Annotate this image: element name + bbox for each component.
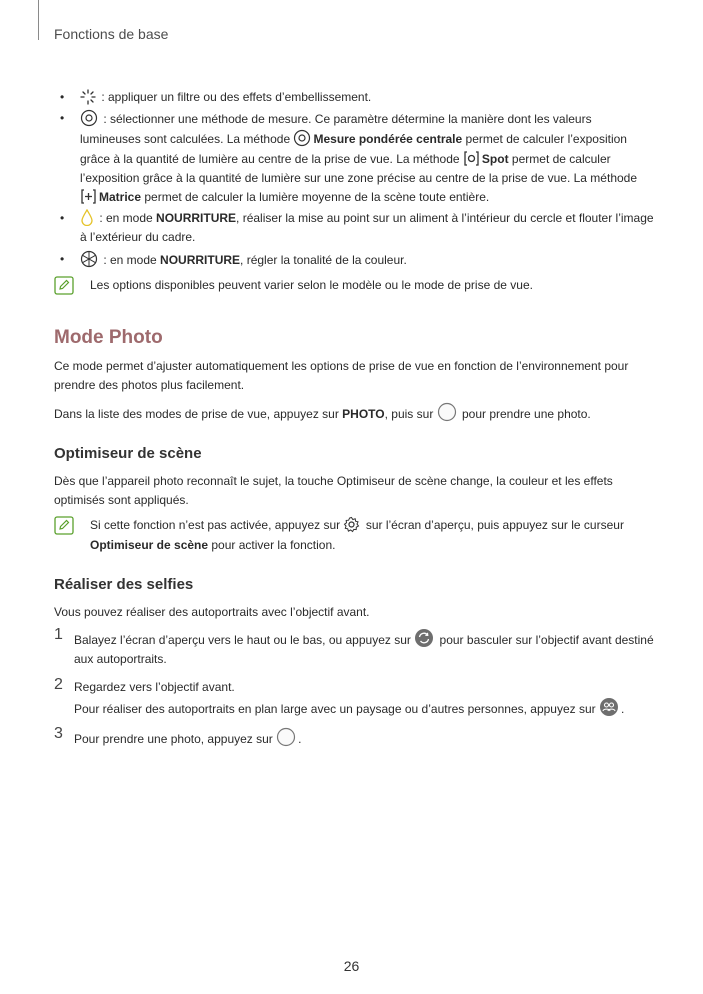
bullet-text: permet de calculer l’exposition grâce à la quantité de lumière sur une zone précise au centre de la prise de vue. La méthode bbox=[80, 151, 638, 185]
text-span: , puis sur bbox=[384, 406, 437, 421]
step-number: 3 bbox=[54, 725, 63, 743]
group-selfie-icon bbox=[599, 697, 619, 717]
step-text: . bbox=[621, 701, 625, 716]
step-number: 2 bbox=[54, 675, 63, 693]
list-item bbox=[54, 88, 654, 107]
note-pencil-icon bbox=[54, 516, 74, 541]
step-text: Pour prendre une photo, appuyez sur bbox=[74, 732, 277, 747]
bullet-dot: • bbox=[60, 111, 65, 126]
header-rule bbox=[38, 0, 39, 40]
note-pencil-icon bbox=[54, 276, 74, 301]
step-text: Regardez vers l’objectif avant. bbox=[74, 679, 235, 694]
gear-icon bbox=[343, 516, 360, 533]
note-text: Si cette fonction n’est pas activée, appuyez sur bbox=[90, 518, 344, 533]
note-text: sur l’écran d’aperçu, puis appuyez sur le curseur bbox=[362, 518, 624, 533]
spot-icon bbox=[463, 150, 480, 167]
bullet-text: : en mode bbox=[100, 252, 161, 267]
metering-center-weighted-label: Mesure pondérée centrale bbox=[313, 132, 463, 147]
step-number: 1 bbox=[54, 626, 63, 644]
bullet-text: , régler la tonalité de la couleur. bbox=[240, 252, 407, 267]
shutter-button-icon bbox=[276, 727, 296, 747]
bullet-text: , réaliser la mise au point sur un aliment à l’intérieur du cercle et flouter l’image à l’extérieur du cadre. bbox=[80, 211, 654, 245]
paragraph bbox=[54, 402, 654, 424]
step-text: Pour réaliser des autoportraits en plan large avec un paysage ou d’autres personnes, appuyez sur bbox=[74, 701, 599, 716]
shutter-button-icon bbox=[437, 402, 457, 422]
metering-icon bbox=[80, 109, 98, 127]
switch-camera-icon bbox=[414, 628, 434, 648]
steps-list bbox=[54, 628, 654, 749]
mode-name: NOURRITURE bbox=[160, 252, 241, 267]
note-text: Les options disponibles peuvent varier selon le modèle ou le mode de prise de vue. bbox=[90, 277, 533, 292]
list-item bbox=[54, 628, 654, 669]
subsection-title-selfies: Réaliser des selfies bbox=[54, 575, 194, 593]
paragraph: Dès que l’appareil photo reconnaît le sujet, la touche Optimiseur de scène change, la couleur et les effets optimisés sont appliqués. bbox=[54, 474, 613, 508]
sparkle-filter-icon bbox=[80, 89, 96, 105]
bullet-dot: • bbox=[60, 251, 65, 266]
list-item bbox=[54, 250, 654, 270]
bullet-text: permet de calculer la lumière moyenne de la scène toute entière. bbox=[141, 190, 490, 205]
bullet-text: permet de calculer l’exposition grâce à la quantité de lumière au centre de la prise de vue. La méthode bbox=[80, 132, 627, 166]
bullet-text: : en mode bbox=[96, 211, 157, 226]
mode-name: PHOTO bbox=[342, 406, 385, 421]
bullet-dot: • bbox=[60, 90, 65, 104]
text-span: Dans la liste des modes de prise de vue, appuyez sur bbox=[54, 406, 343, 421]
color-wheel-icon bbox=[80, 250, 98, 268]
list-item bbox=[54, 727, 654, 749]
metering-matrix-label: Matrice bbox=[99, 190, 142, 205]
mode-name: NOURRITURE bbox=[156, 211, 237, 226]
metering-spot-label: Spot bbox=[481, 151, 509, 166]
list-item bbox=[54, 109, 654, 207]
list-item bbox=[54, 675, 654, 719]
setting-name: Optimiseur de scène bbox=[90, 537, 209, 552]
note bbox=[54, 516, 654, 554]
step-text: . bbox=[298, 732, 302, 747]
step-text: pour basculer sur l’objectif avant destiné aux autoportraits. bbox=[74, 633, 654, 667]
focus-drop-icon bbox=[80, 209, 94, 226]
step-text: Balayez l’écran d’aperçu vers le haut ou le bas, ou appuyez sur bbox=[74, 633, 415, 648]
bullet-text: : appliquer un filtre ou des effets d’embellissement. bbox=[98, 90, 372, 104]
page-number: 26 bbox=[343, 958, 360, 974]
note-text: pour activer la fonction. bbox=[208, 537, 336, 552]
text-span: pour prendre une photo. bbox=[458, 406, 591, 421]
center-weighted-icon bbox=[293, 129, 311, 147]
paragraph: Vous pouvez réaliser des autoportraits avec l’objectif avant. bbox=[54, 605, 370, 620]
matrix-icon bbox=[80, 188, 97, 205]
bullet-dot: • bbox=[60, 211, 65, 226]
paragraph: Ce mode permet d’ajuster automatiquement les options de prise de vue en fonction de l’environnement pour prendre des photos plus facilement. bbox=[54, 359, 629, 393]
page-header-title: Fonctions de base bbox=[54, 26, 169, 42]
option-list bbox=[54, 88, 654, 270]
note bbox=[54, 276, 654, 295]
page-content bbox=[54, 88, 654, 757]
list-item bbox=[54, 209, 654, 247]
section-title-mode-photo: Mode Photo bbox=[54, 327, 163, 349]
bullet-text: : sélectionner une méthode de mesure. Ce paramètre détermine la manière dont les valeurs lumineuses sont calculées. La méthode bbox=[80, 112, 592, 147]
subsection-title-optimiseur: Optimiseur de scène bbox=[54, 444, 202, 462]
